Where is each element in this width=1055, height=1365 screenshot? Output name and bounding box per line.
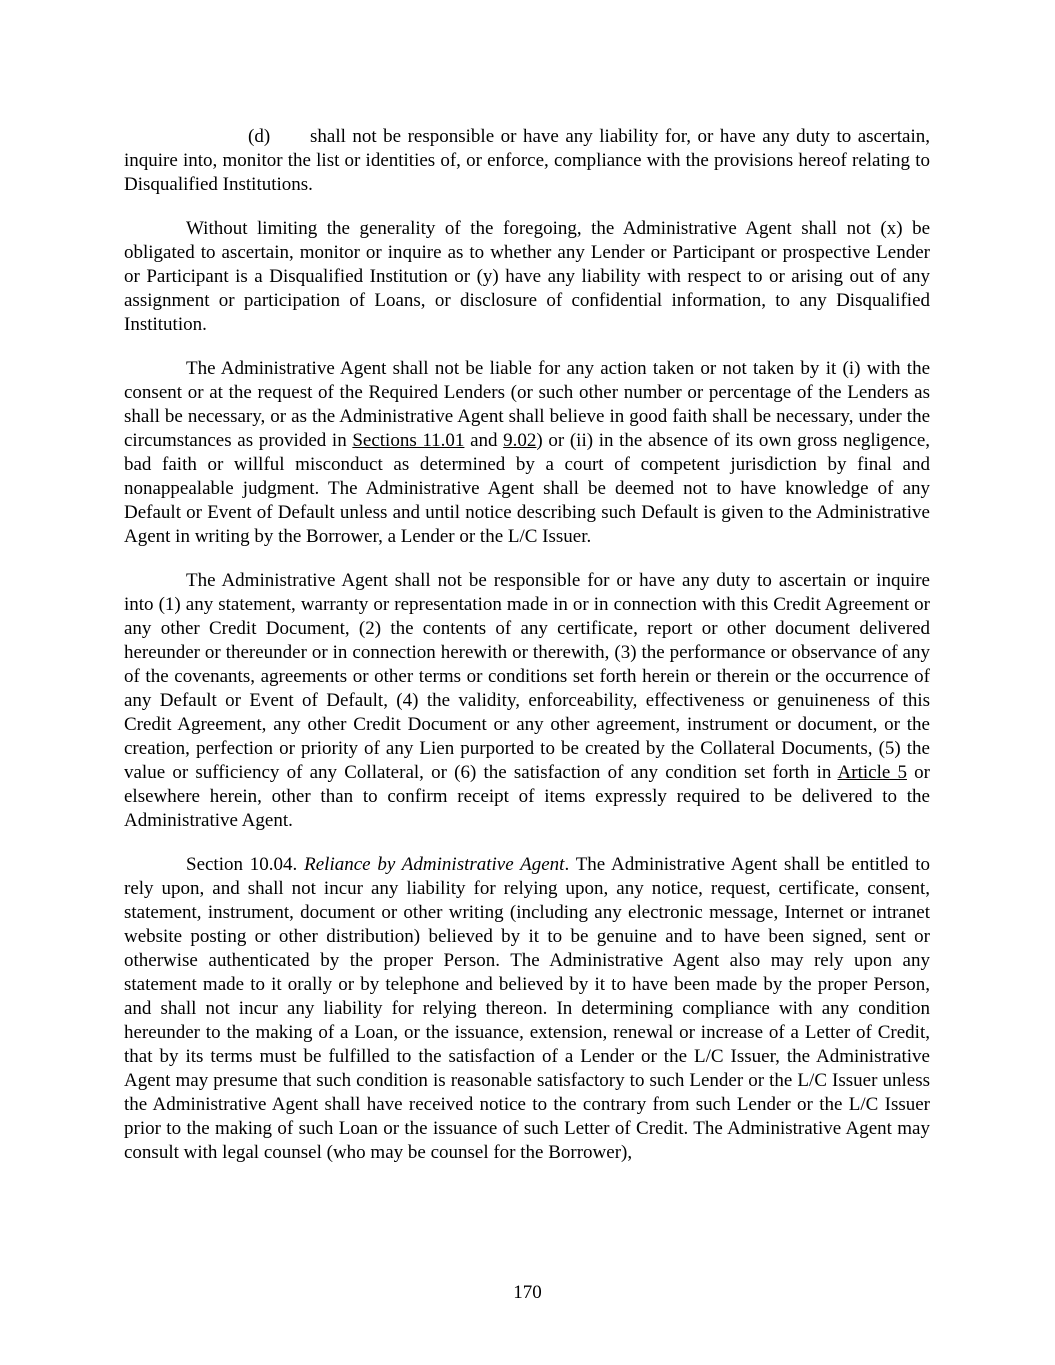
paragraph-clause-d [124, 125, 930, 197]
paragraph-section-10-04 [124, 853, 930, 1165]
page-number: 170 [513, 1282, 542, 1303]
paragraph-agent-liability [124, 357, 930, 549]
section-9-02-ref: 9.02 [503, 430, 537, 451]
agent-liability-text-1: The Administrative Agent shall not be liable for any action taken or not taken by it (i) with the consent or at the request of the Required Lenders (or such other number or percentage of the Lenders as shall be necessary, or as the Administrative Agent shall believe in good faith shall be necessary, under the circumstances as provided in [124, 358, 930, 451]
clause-d-text: shall not be responsible or have any liability for, or have any duty to ascertain, inquire into, monitor the list or identities of, or enforce, compliance with the provisions hereof relating to Disqualified Institutions. [124, 126, 930, 195]
agent-responsibility-text-1: The Administrative Agent shall not be responsible for or have any duty to ascertain or inquire into (1) any statement, warranty or representation made in or in connection with this Credit Agreement or any other Credit Document, (2) the contents of any certificate, report or other document delivered hereunder or thereunder or in connection herewith or therewith, (3) the performance or observance of any of the covenants, agreements or other terms or conditions set forth herein or therein or the occurrence of any Default or Event of Default, (4) the validity, enforceability, effectiveness or genuineness of this Credit Agreement, any other Credit Document or any other agreement, instrument or document, or the creation, perfection or priority of any Lien purported to be created by the Collateral Documents, (5) the value or sufficiency of any Collateral, or (6) the satisfaction of any condition set forth in [124, 570, 930, 783]
agent-liability-text-2: and [464, 430, 504, 451]
document-page [124, 125, 930, 1185]
section-number: Section 10.04. [186, 854, 298, 875]
section-10-04-text: . The Administrative Agent shall be entitled to rely upon, and shall not incur any liability for relying upon, any notice, request, certificate, consent, statement, instrument, document or other writing (including any electronic message, Internet or intranet website posting or other distribution) believed by it to be genuine and to have been signed, sent or otherwise authenticated by the proper Person. The Administrative Agent also may rely upon any statement made to it orally or by telephone and believed by it to have been made by the proper Person, and shall not incur any liability for relying thereon. In determining compliance with any condition hereunder to the making of a Loan, or the issuance, extension, renewal or increase of a Letter of Credit, that by its terms must be fulfilled to the satisfaction of a Lender or the L/C Issuer, the Administrative Agent may presume that such condition is reasonable satisfactory to such Lender or the L/C Issuer unless the Administrative Agent shall have received notice to the contrary from such Lender or the L/C Issuer prior to the making of such Loan or the issuance of such Letter of Credit. The Administrative Agent may consult with legal counsel (who may be counsel for the Borrower), [124, 854, 930, 1163]
agent-liability-text-3: ) or (ii) in the absence of its own gross negligence, bad faith or willful misconduct as determined by a court of competent jurisdiction by final and nonappealable judgment. The Administrative Agent shall be deemed not to have knowledge of any Default or Event of Default unless and until notice describing such Default is given to the Administrative Agent in writing by the Borrower, a Lender or the L/C Issuer. [124, 430, 930, 547]
clause-d-label: (d) [248, 126, 271, 147]
section-heading: Reliance by Administrative Agent [304, 854, 565, 875]
paragraph-disqualified-institutions: Without limiting the generality of the foregoing, the Administrative Agent shall not (x) be obligated to ascertain, monitor or inquire as to whether any Lender or Participant or prospective Lender or Participant is a Disqualified Institution or (y) have any liability with respect to or arising out of any assignment or participation of Loans, or disclosure of confidential information, to any Disqualified Institution. [124, 218, 930, 335]
sections-11-01-ref: Sections 11.01 [352, 430, 465, 451]
agent-responsibility-text-2: or elsewhere herein, other than to confirm receipt of items expressly required to be delivered to the Administrative Agent. [124, 762, 931, 831]
paragraph-agent-responsibility [124, 569, 930, 833]
article-5-ref: Article 5 [837, 762, 907, 783]
